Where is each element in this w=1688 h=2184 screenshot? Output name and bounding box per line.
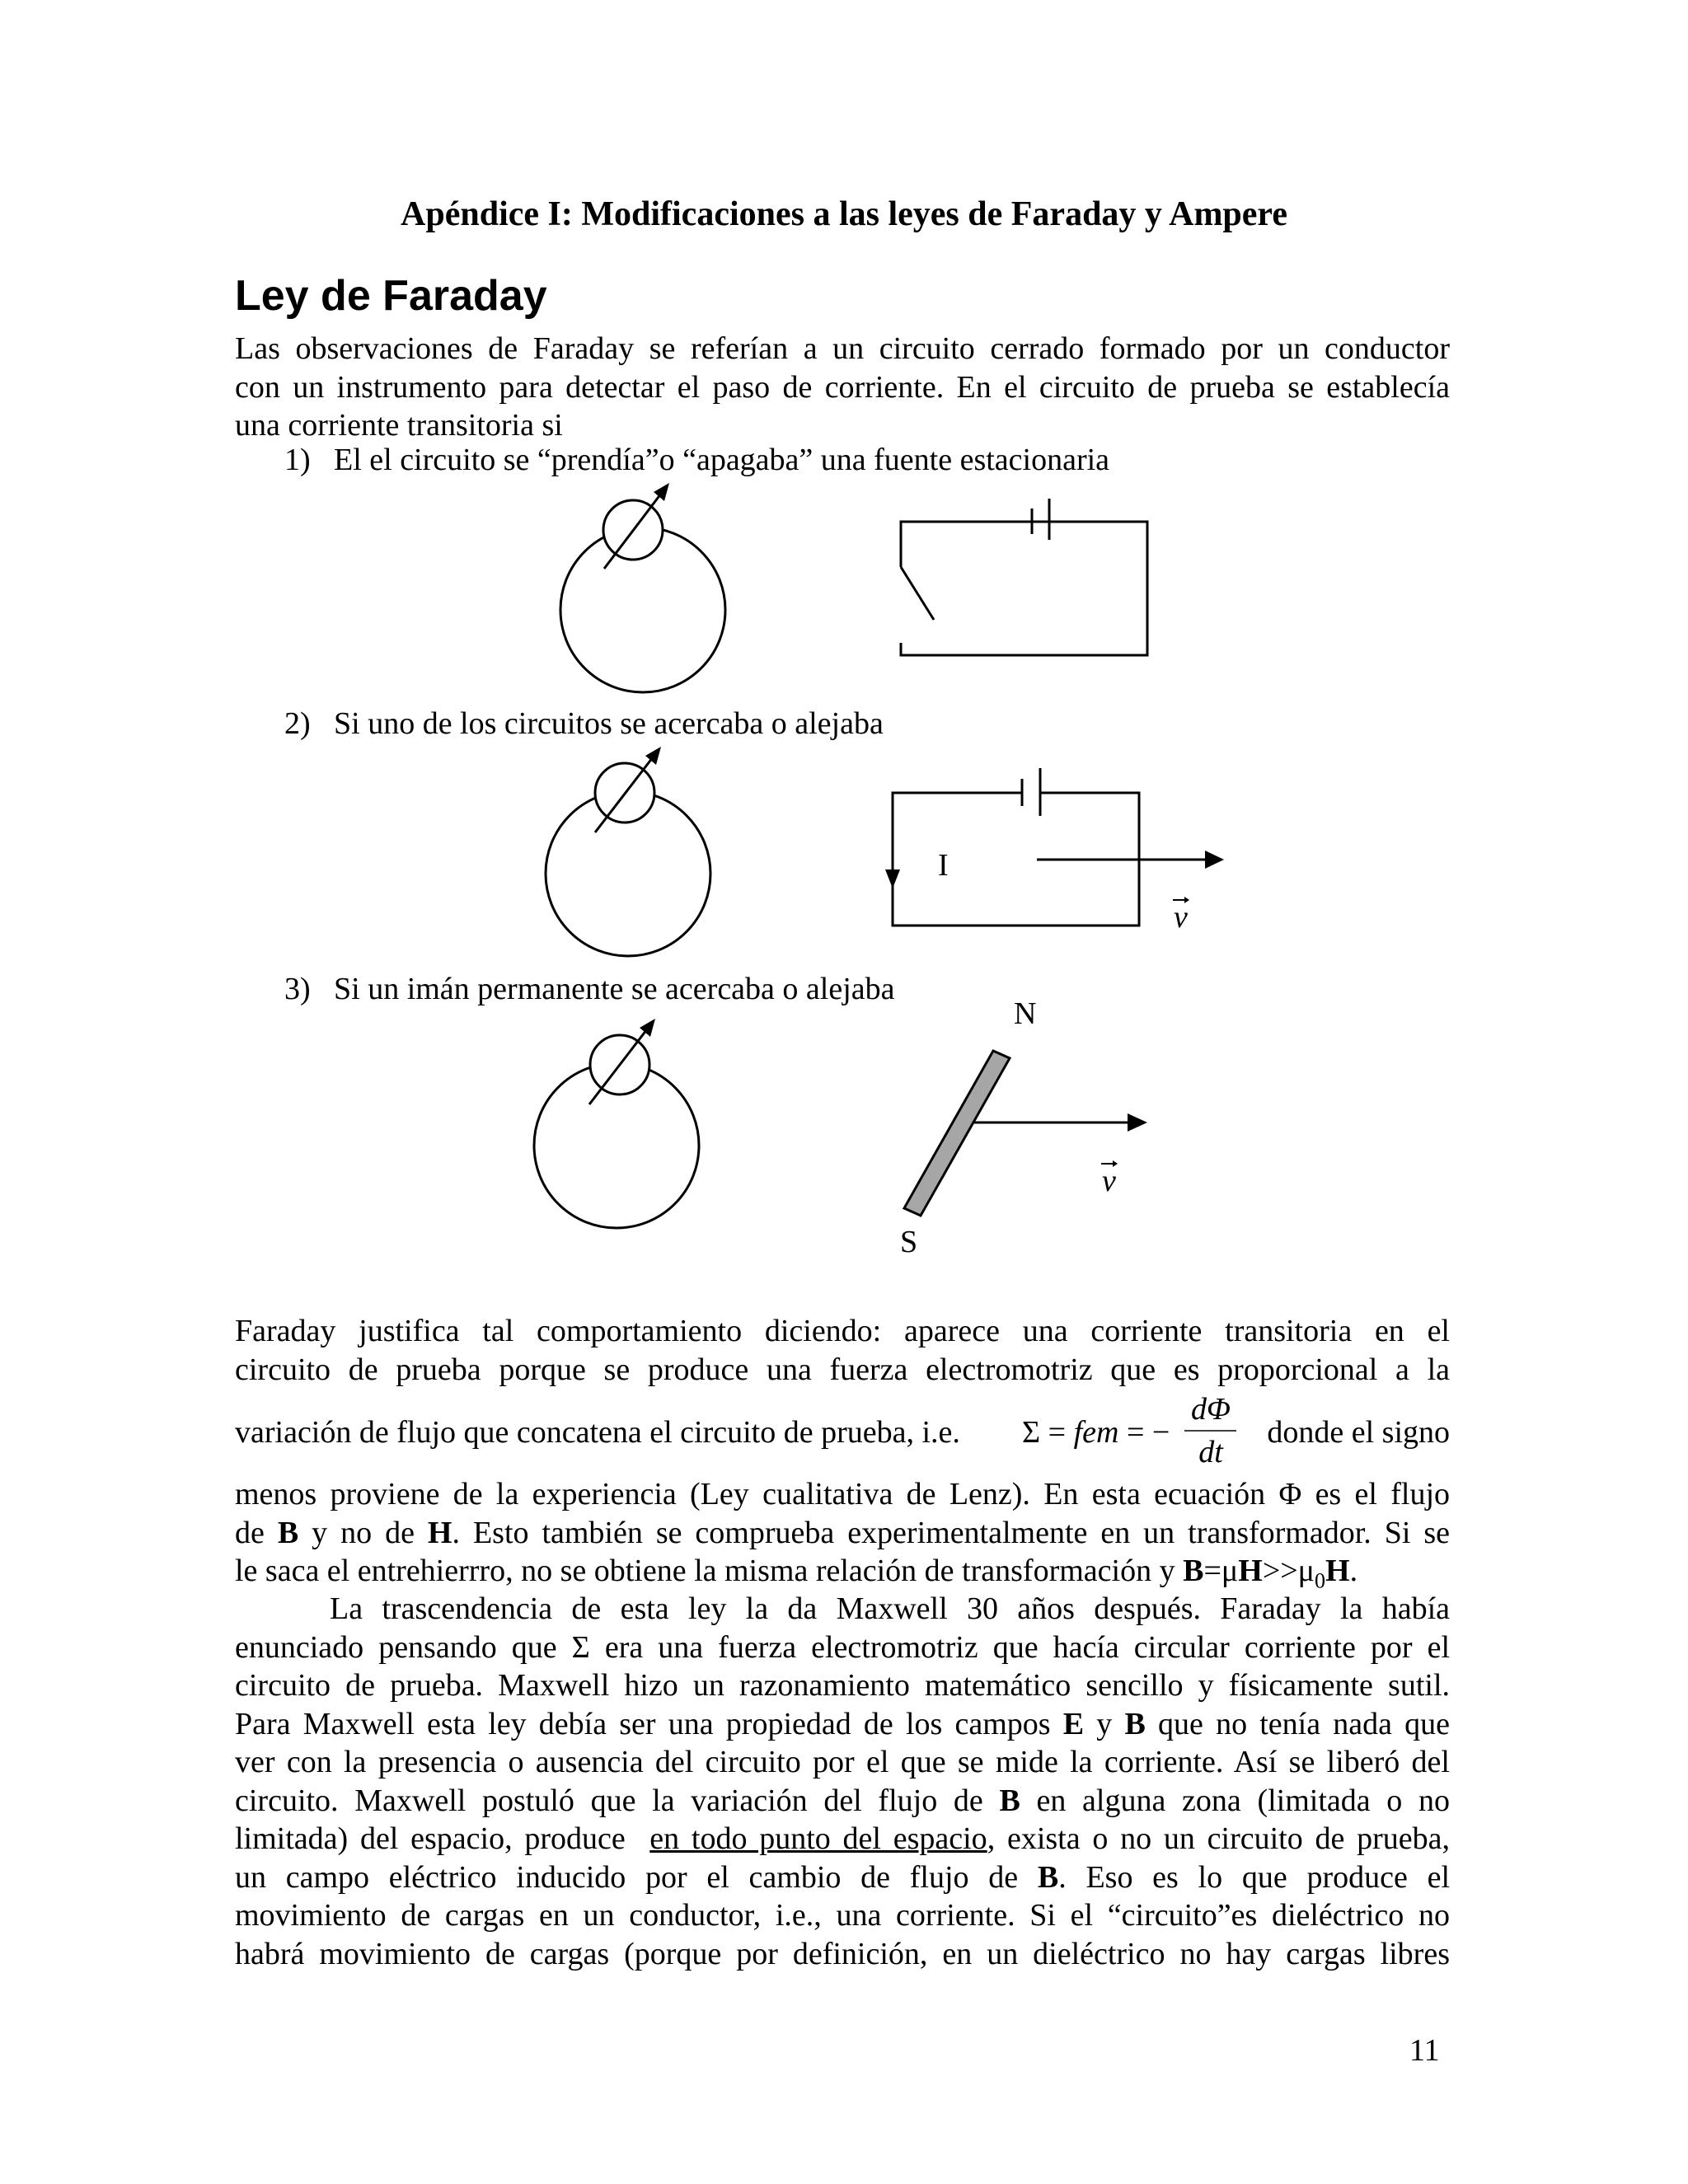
equation-fem: fem <box>1073 1415 1119 1450</box>
p2-line-4b: que no tenía nada que <box>1158 1706 1451 1741</box>
figure-1-switch-circuit <box>901 499 1147 655</box>
page-title: Apéndice I: Modificaciones a las leyes de Faraday y Ampere <box>401 195 1287 233</box>
period: . <box>1349 1554 1358 1588</box>
p1-line-3-after: donde el signo <box>1267 1415 1450 1450</box>
list-text: El el circuito se “prendía”o “apagaba” una fuente estacionaria <box>334 443 1110 477</box>
circuit-wire-right-bottom <box>901 522 1147 655</box>
p2-line-2a: enunciado pensando que <box>235 1629 557 1665</box>
circuit-wire-left <box>901 522 1032 567</box>
bar-magnet <box>904 1051 1010 1216</box>
equation-numerator: dΦ <box>1191 1392 1231 1427</box>
current-label: I <box>938 848 949 883</box>
list-number: 1) <box>284 443 311 477</box>
p2-line-7b: , exista o no un circuito de prueba, <box>987 1821 1450 1856</box>
open-switch <box>901 567 934 620</box>
p2-line-6a: circuito. Maxwell postuló que la variación del flujo de <box>235 1783 983 1818</box>
gt-mu: >>μ <box>1262 1554 1315 1588</box>
p1-line-5c: . Esto también se comprueba experimentalmente en un transformador. Si se <box>452 1515 1451 1550</box>
p1-line-2: circuito de prueba porque se produce una fuerza electromotriz que es proporcional a la <box>235 1352 1450 1387</box>
paragraph-2 <box>235 1590 1450 1973</box>
bold-B: B <box>1183 1554 1204 1588</box>
sigma-symbol: Σ <box>571 1629 590 1665</box>
p2-line-2b: era una fuerza electromotriz que hacía circular corriente por el <box>604 1629 1451 1665</box>
intro-line-2: con un instrumento para detectar el paso de corriente. En el circuito de prueba se establecía <box>235 369 1450 405</box>
magnet-south-label: S <box>900 1225 918 1259</box>
equation-minus: = − <box>1118 1415 1170 1450</box>
p1-line-4b: es el flujo <box>1315 1477 1451 1511</box>
underlined-phrase: en todo punto del espacio <box>649 1821 987 1856</box>
p2-line-8b: . Eso es lo que produce el <box>1058 1859 1450 1895</box>
velocity-arrowhead <box>1205 851 1224 869</box>
phi-symbol: Φ <box>1278 1477 1302 1511</box>
list-text: Si uno de los circuitos se acercaba o alejaba <box>334 706 884 741</box>
p2-line-5: ver con la presencia o ausencia del circuito por el que se mide la corriente. Así se liberó del <box>235 1745 1450 1779</box>
equation-lhs <box>1022 1413 1170 1451</box>
p2-line-7a: limitada) del espacio, produce <box>235 1821 626 1856</box>
mu-eq: =μ <box>1203 1554 1239 1588</box>
bold-B: B <box>1124 1706 1146 1741</box>
p2-line-4y: y <box>1096 1706 1113 1741</box>
p2-line-4 <box>235 1705 1450 1744</box>
magnet-north-label: N <box>1014 996 1037 1031</box>
equation-denominator: dt <box>1198 1435 1223 1469</box>
p2-line-8a: un campo eléctrico inducido por el cambio de flujo de <box>235 1859 1019 1895</box>
p2-line-6 <box>235 1782 1450 1821</box>
p1-line-3-text: variación de flujo que concatena el circuito de prueba, i.e. <box>235 1415 960 1450</box>
bold-B: B <box>999 1783 1020 1818</box>
velocity-label-fig2: v <box>1174 900 1188 935</box>
mu-subscript: 0 <box>1315 1568 1326 1593</box>
paragraph-1 <box>235 1312 1450 1389</box>
p2-line-1: La trascendencia de esta ley la da Maxwell 30 años después. Faraday la había <box>330 1591 1450 1626</box>
p2-line-3: circuito de prueba. Maxwell hizo un razonamiento matemático sencillo y físicamente sutil. <box>235 1668 1450 1703</box>
current-arrowhead <box>885 869 900 888</box>
p2-line-9: movimiento de cargas en un conductor, i.e., una corriente. Si el “circuito”es dieléctrico no <box>235 1898 1450 1933</box>
p1-line-1: Faraday justifica tal comportamiento diciendo: aparece una corriente transitoria en el <box>235 1314 1450 1348</box>
paragraph-1-continued <box>235 1475 1450 1601</box>
intro-line-1: Las observaciones de Faraday se referían a un circuito cerrado formado por un conductor <box>235 331 1450 366</box>
figure-2-galvanometer-loop <box>546 747 710 956</box>
p2-line-7 <box>235 1820 1450 1858</box>
p2-line-6b: en alguna zona (limitada o no <box>1036 1783 1450 1818</box>
p1-line-6a: le saca el entrehierrro, no se obtiene la misma relación de transformación y <box>235 1554 1175 1588</box>
p2-line-8 <box>235 1858 1450 1897</box>
velocity-arrowhead <box>1128 1113 1147 1132</box>
bold-E: E <box>1062 1706 1085 1741</box>
bold-H: H <box>427 1515 452 1550</box>
p1-line-4a: menos proviene de la experiencia (Ley cualitativa de Lenz). En esta ecuación <box>235 1477 1266 1511</box>
figure-1-galvanometer-loop <box>560 483 725 692</box>
bold-H: H <box>1238 1554 1263 1588</box>
list-number: 2) <box>284 706 311 741</box>
p1-line-5 <box>235 1514 1450 1553</box>
p2-line-4a: Para Maxwell esta ley debía ser una propiedad de los campos <box>235 1706 1051 1741</box>
bold-B: B <box>1037 1859 1059 1895</box>
page-number: 11 <box>1409 2033 1440 2068</box>
equation-sigma: Σ = <box>1022 1415 1074 1450</box>
bold-B: B <box>277 1515 299 1550</box>
p2-line-10: habrá movimiento de cargas (porque por definición, en un dieléctrico no hay cargas libres <box>235 1936 1450 1971</box>
intro-line-3: una corriente transitoria si <box>235 408 563 443</box>
section-heading: Ley de Faraday <box>235 272 547 320</box>
bold-H: H <box>1325 1554 1350 1588</box>
list-number: 3) <box>284 972 311 1006</box>
p1-line-5a: de <box>235 1515 265 1550</box>
p2-line-2 <box>235 1629 1450 1667</box>
p1-line-4 <box>235 1475 1450 1514</box>
list-text: Si un imán permanente se acercaba o alejaba <box>334 972 895 1006</box>
velocity-label-fig3: v <box>1102 1164 1116 1198</box>
figure-3-galvanometer-loop <box>534 1019 699 1228</box>
p1-line-5b: y no de <box>312 1515 415 1550</box>
